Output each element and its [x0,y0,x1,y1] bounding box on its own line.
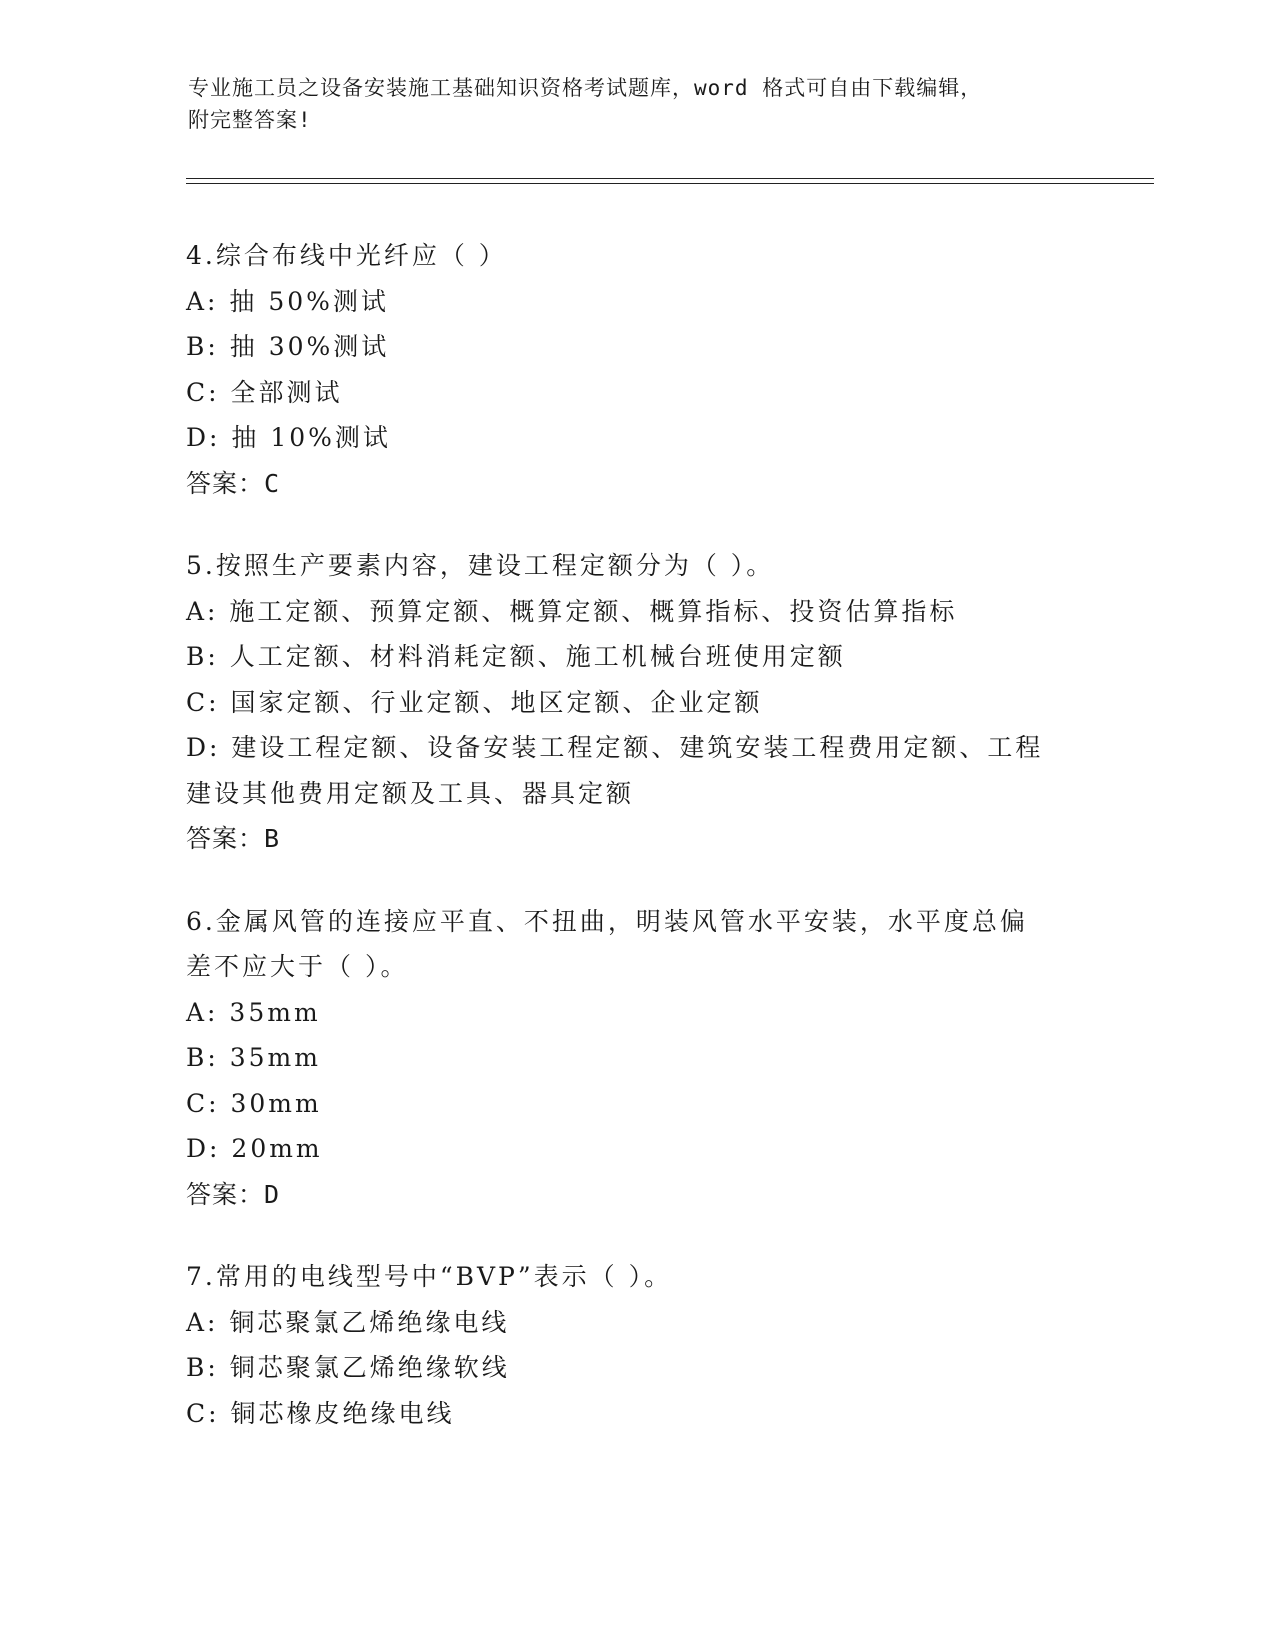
question-stem: 5.按照生产要素内容，建设工程定额分为（ ）。 [186,551,775,580]
header-divider [186,178,1154,184]
option-d-continued: 建设其他费用定额及工具、器具定额 [186,778,635,808]
answer-label: 答案：C [186,468,281,498]
option-b: B: 铜芯聚氯乙烯绝缘软线 [186,1353,510,1382]
option-d: D: 抽 10%测试 [186,423,391,452]
header-line-1: 专业施工员之设备安装施工基础知识资格考试题库，word 格式可自由下载编辑， [188,76,983,100]
option-a: A: 施工定额、预算定额、概算定额、概算指标、投资估算指标 [186,596,958,626]
option-d: D: 20mm [186,1134,323,1163]
document-header [188,72,1068,136]
option-a: A: 抽 50%测试 [186,286,389,316]
question-list [186,233,1086,1473]
question-5 [186,543,1086,862]
option-b: B: 人工定额、材料消耗定额、施工机械台班使用定额 [186,642,846,671]
option-b: B: 抽 30%测试 [186,332,390,361]
option-c: C: 国家定额、行业定额、地区定额、企业定额 [186,687,763,717]
answer-label: 答案：B [186,824,281,853]
question-stem: 6.金属风管的连接应平直、不扭曲，明装风管水平安装，水平度总偏 [186,906,1028,936]
option-c: C: 铜芯橡皮绝缘电线 [186,1398,455,1428]
option-b: B: 35mm [186,1043,321,1072]
option-d: D: 建设工程定额、设备安装工程定额、建筑安装工程费用定额、工程 [186,733,1044,762]
question-4 [186,233,1086,506]
option-a: A: 35mm [186,997,321,1027]
question-stem: 7.常用的电线型号中“BVP”表示（ ）。 [186,1262,673,1291]
question-6 [186,899,1086,1218]
header-line-2: 附完整答案! [188,108,312,132]
option-a: A: 铜芯聚氯乙烯绝缘电线 [186,1307,510,1337]
option-c: C: 全部测试 [186,377,343,407]
question-7 [186,1254,1086,1436]
question-stem: 4.综合布线中光纤应（ ） [186,241,507,270]
answer-label: 答案：D [186,1179,281,1209]
question-stem-continued: 差不应大于（ ）。 [186,952,409,981]
option-c: C: 30mm [186,1088,322,1118]
